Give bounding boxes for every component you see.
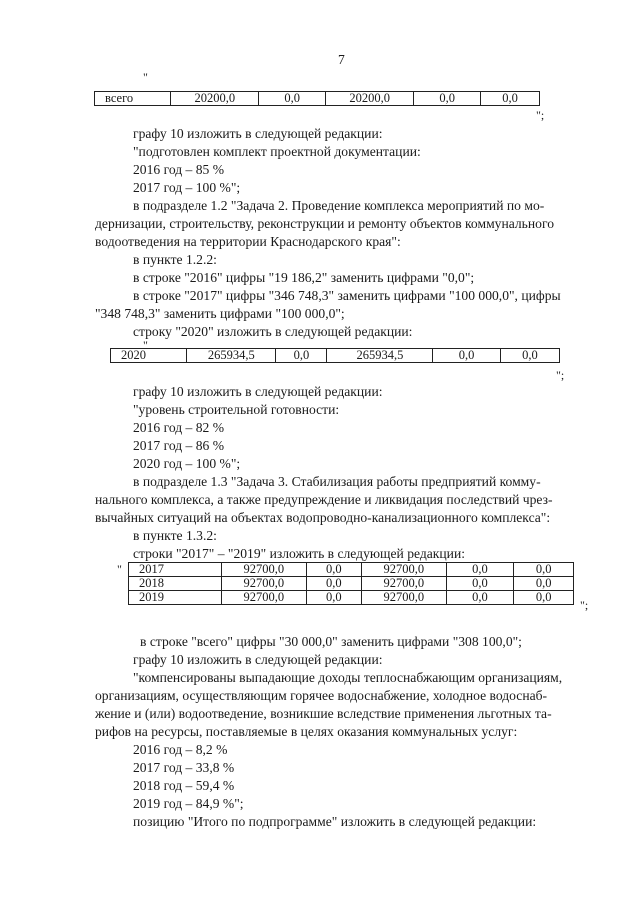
text-line: водоотведения на территории Краснодарского края": [95, 234, 401, 249]
text-line: в подразделе 1.3 "Задача 3. Стабилизация работы предприятий комму- [133, 474, 541, 489]
text-line: нального комплекса, а также предупреждение и ликвидация последствий чрез- [95, 492, 553, 507]
text-line: 2018 год – 59,4 % [133, 778, 235, 793]
table-cell: 0,0 [306, 563, 361, 577]
text-line: 2016 год – 8,2 % [133, 742, 228, 757]
text-line: в строке "всего" цифры "30 000,0" заменить цифрами "308 100,0"; [140, 634, 522, 649]
table-cell: 265934,5 [187, 349, 276, 363]
table-cell: 0,0 [276, 349, 327, 363]
table-cell: 0,0 [306, 591, 361, 605]
text-line: 2020 год – 100 %"; [133, 456, 241, 471]
text-line: организациям, осуществляющим горячее водоснабжение, холодное водоснаб- [95, 688, 548, 703]
quote-open-mark: " [143, 338, 148, 352]
table-cell: 0,0 [414, 92, 481, 106]
quote-open-mark: " [143, 70, 148, 84]
table-row [129, 577, 574, 591]
text-line: позицию "Итого по подпрограмме" изложить в следующей редакции: [133, 814, 537, 829]
text-line: "348 748,3" заменить цифрами "100 000,0"; [95, 306, 345, 321]
text-line: дернизации, строительству, реконструкции и ремонту объектов коммунального [95, 216, 554, 231]
quote-close-mark: "; [556, 368, 565, 382]
table-cell: 92700,0 [362, 591, 447, 605]
table-cell: 0,0 [446, 591, 514, 605]
text-line: рифов на ресурсы, поставляемые в целях оказания коммунальных услуг: [95, 724, 518, 739]
text-line: в строке "2017" цифры "346 748,3" заменить цифрами "100 000,0", цифры [133, 288, 561, 303]
table-cell: 0,0 [306, 577, 361, 591]
quote-close-mark: "; [536, 108, 545, 122]
table-cell: 20200,0 [326, 92, 414, 106]
table-cell: 2017 [129, 563, 222, 577]
replacement-table-2017-2019 [128, 562, 574, 605]
quote-open-mark: " [117, 562, 122, 576]
text-line: в пункте 1.3.2: [133, 528, 217, 543]
text-line: "компенсированы выпадающие доходы теплоснабжающим организациям, [133, 670, 563, 685]
table-cell: 0,0 [446, 577, 514, 591]
text-line: 2019 год – 84,9 %"; [133, 796, 244, 811]
text-line: в подразделе 1.2 "Задача 2. Проведение комплекса мероприятий по мо- [133, 198, 545, 213]
table-row [95, 92, 540, 106]
table-cell: 0,0 [259, 92, 326, 106]
text-line: 2016 год – 82 % [133, 420, 225, 435]
text-line: графу 10 изложить в следующей редакции: [133, 126, 383, 141]
table-row [129, 563, 574, 577]
text-line: строки "2017" – "2019" изложить в следующей редакции: [133, 546, 466, 561]
table-row [111, 349, 560, 363]
replacement-table-total [94, 91, 540, 106]
replacement-table-2020 [110, 348, 560, 363]
table-cell: 92700,0 [362, 563, 447, 577]
table-cell: 0,0 [446, 563, 514, 577]
text-line: жение и (или) водоотведение, возникшие вследствие применения льготных та- [95, 706, 552, 721]
table-cell: 0,0 [514, 577, 574, 591]
table-cell: 20200,0 [171, 92, 259, 106]
table-cell: 2020 [111, 349, 187, 363]
text-line: 2017 год – 86 % [133, 438, 225, 453]
table-cell: 0,0 [481, 92, 540, 106]
table-cell: 2018 [129, 577, 222, 591]
text-line: графу 10 изложить в следующей редакции: [133, 652, 383, 667]
table-cell: 92700,0 [362, 577, 447, 591]
quote-close-mark: "; [580, 598, 589, 612]
text-line: 2017 год – 33,8 % [133, 760, 235, 775]
text-line: 2016 год – 85 % [133, 162, 225, 177]
table-cell: 92700,0 [222, 591, 307, 605]
table-cell: 0,0 [500, 349, 559, 363]
table-cell: 0,0 [433, 349, 500, 363]
table-cell: 265934,5 [327, 349, 433, 363]
page-number: 7 [338, 52, 345, 67]
table-row [129, 591, 574, 605]
table-cell: 2019 [129, 591, 222, 605]
text-line: "подготовлен комплект проектной документации: [133, 144, 421, 159]
text-line: вычайных ситуаций на объектах водопроводно-канализационного комплекса": [95, 510, 551, 525]
text-line: в пункте 1.2.2: [133, 252, 217, 267]
table-cell: 92700,0 [222, 563, 307, 577]
text-line: "уровень строительной готовности: [133, 402, 340, 417]
text-line: графу 10 изложить в следующей редакции: [133, 384, 383, 399]
table-cell: всего [95, 92, 171, 106]
text-line: в строке "2016" цифры "19 186,2" заменить цифрами "0,0"; [133, 270, 475, 285]
table-cell: 92700,0 [222, 577, 307, 591]
table-cell: 0,0 [514, 563, 574, 577]
text-line: строку "2020" изложить в следующей редакции: [133, 324, 413, 339]
table-cell: 0,0 [514, 591, 574, 605]
text-line: 2017 год – 100 %"; [133, 180, 241, 195]
